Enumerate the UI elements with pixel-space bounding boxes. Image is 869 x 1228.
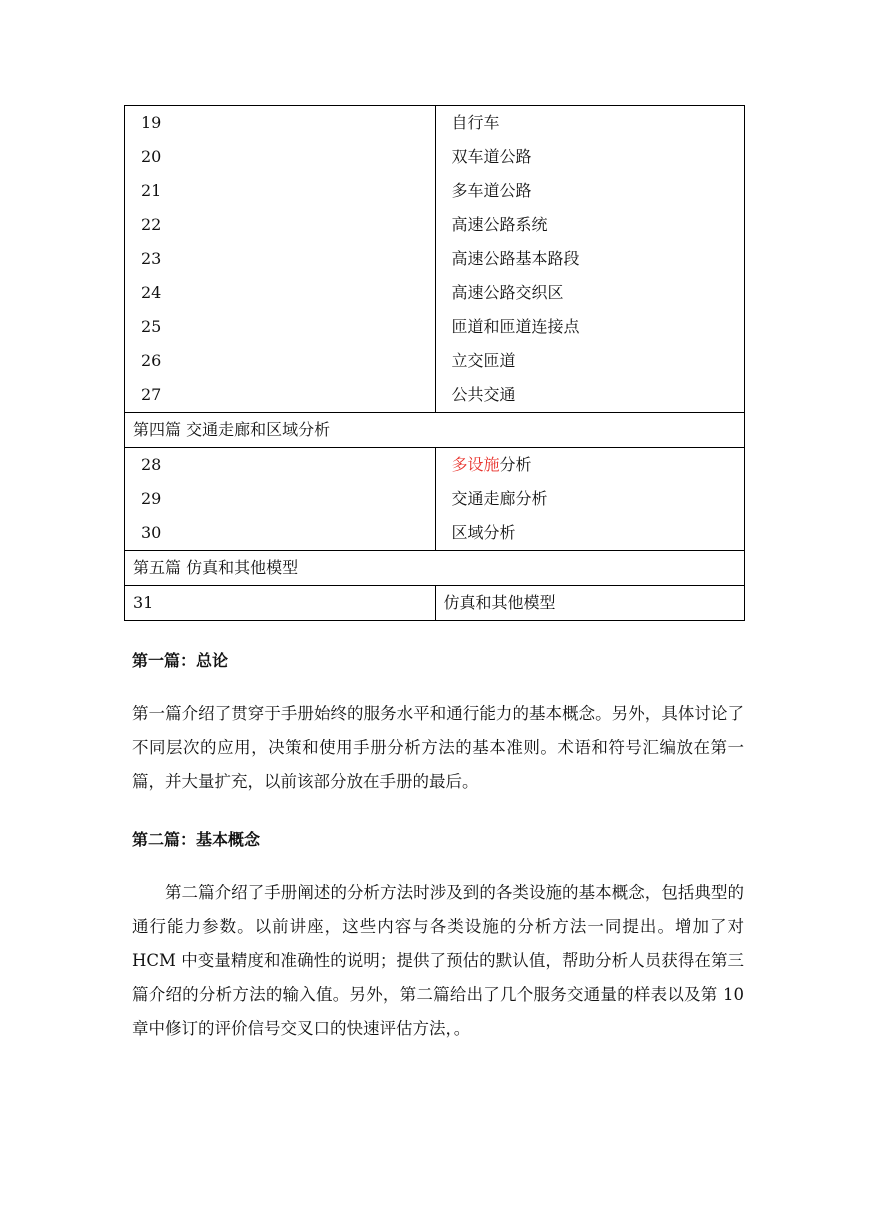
chapter-title: 交通走廊分析: [451, 489, 548, 508]
chapter-title-rest: 分析: [499, 455, 532, 474]
chapter-number: 28: [141, 455, 162, 474]
section-body-part-two: 第二篇介绍了手册阐述的分析方法时涉及到的各类设施的基本概念，包括典型的通行能力参数。以前讲座，这些内容与各类设施的分析方法一同提出。增加了对 HCM 中变量精度和准确性的说明；提供了预估的默认值，帮助分析人员获得在第三篇介绍的分析方法的输入值。另外，第二篇给出了几个服务交通量的样表以及第 10 章中修订的评价信号交叉口的快速评估方法，。: [132, 883, 744, 1038]
chapter-title: 高速公路基本路段: [451, 249, 580, 268]
part-four-heading: 第四篇 交通走廊和区域分析: [125, 413, 745, 448]
chapter-title: 仿真和其他模型: [435, 586, 745, 621]
section-heading-part-two: 第二篇：基本概念: [132, 830, 261, 849]
chapter-number: 30: [141, 523, 162, 542]
chapter-title: 区域分析: [451, 523, 516, 542]
chapter-title: 公共交通: [451, 385, 516, 404]
chapter-number-cell: [125, 448, 436, 551]
chapter-title: 立交匝道: [451, 351, 516, 370]
chapter-number: 19: [141, 113, 162, 132]
chapter-title-cell: [435, 106, 745, 413]
chapter-title: [444, 448, 737, 482]
chapter-number: 21: [141, 181, 162, 200]
chapter-number: 31: [125, 586, 436, 621]
chapter-number: 25: [141, 317, 162, 336]
chapter-title: 匝道和匝道连接点: [451, 317, 580, 336]
chapter-title: 高速公路系统: [451, 215, 548, 234]
chapter-title-cell: [435, 448, 745, 551]
chapter-number: 20: [141, 147, 162, 166]
chapter-number: 22: [141, 215, 162, 234]
part-header-row: [125, 551, 745, 586]
chapter-number-cell: [125, 106, 436, 413]
chapter-number: 23: [141, 249, 162, 268]
section-heading-part-one: 第一篇：总论: [132, 651, 229, 670]
part-header-row: [125, 413, 745, 448]
chapter-table: [124, 105, 745, 621]
chapter-number: 29: [141, 489, 162, 508]
chapter-number: 26: [141, 351, 162, 370]
chapter-number: 24: [141, 283, 162, 302]
table-row: [125, 586, 745, 621]
chapter-title: 高速公路交织区: [451, 283, 564, 302]
section-body-part-one: 第一篇介绍了贯穿于手册始终的服务水平和通行能力的基本概念。另外，具体讨论了不同层次的应用，决策和使用手册分析方法的基本准则。术语和符号汇编放在第一篇，并大量扩充，以前该部分放在手册的最后。: [132, 704, 744, 791]
chapter-title: 多车道公路: [451, 181, 532, 200]
chapter-title: 双车道公路: [451, 147, 532, 166]
table-row: [125, 448, 745, 551]
part-five-heading: 第五篇 仿真和其他模型: [125, 551, 745, 586]
table-row: [125, 106, 745, 413]
highlighted-term: 多设施: [451, 455, 500, 474]
chapter-number: 27: [141, 385, 162, 404]
chapter-title: 自行车: [451, 113, 500, 132]
